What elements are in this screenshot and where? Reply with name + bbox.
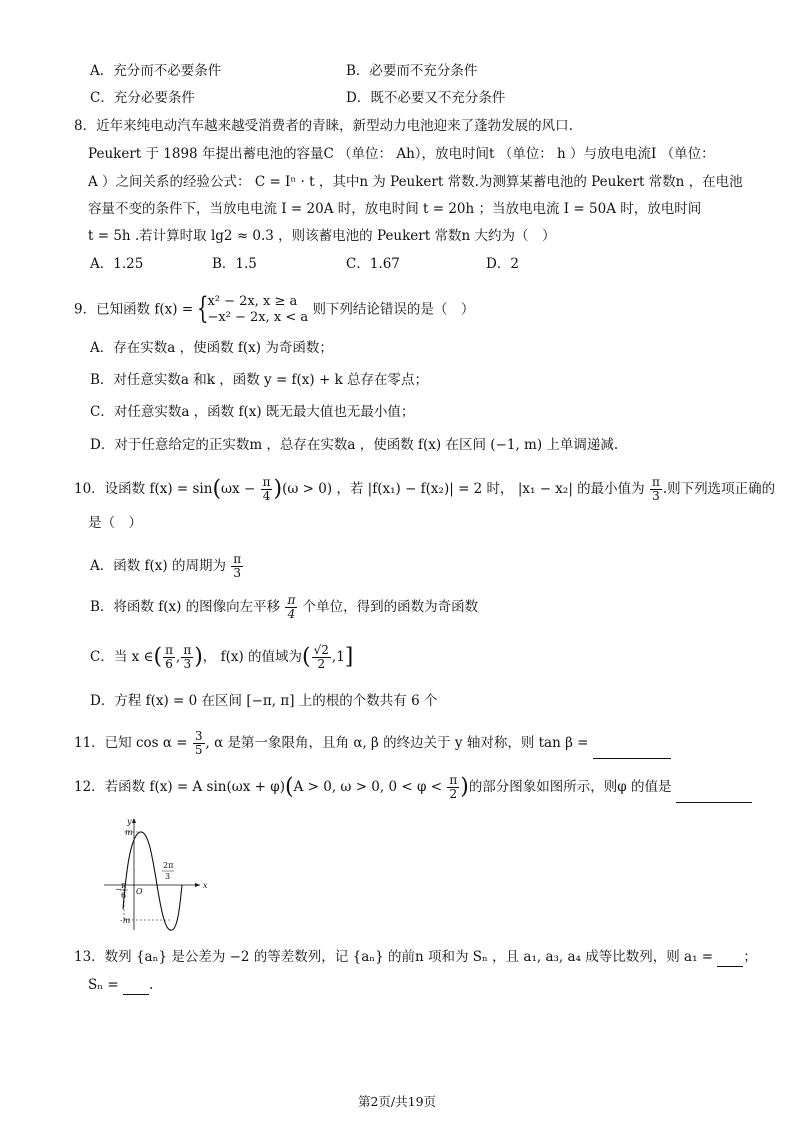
q10-b-post: 个单位，得到的函数为奇函数 xyxy=(302,599,479,615)
q9-stem xyxy=(74,291,475,326)
m-label: m xyxy=(125,828,133,837)
x-axis-arrow-icon xyxy=(195,883,200,887)
q13-line-2 xyxy=(88,976,153,995)
q8-line-4: 容量不变的条件下，当放电电流 I = 20A 时，放电时间 t = 20h ；当放电电流 I = 50A 时，放电时间 xyxy=(88,201,702,217)
q10-c-one: ,1 xyxy=(331,649,345,665)
q13-period: . xyxy=(149,977,154,993)
q8-line-5: t = 5h .若计算时取 lg2 ≈ 0.3 ，则该蓄电池的 Peukert 常数n 大约为（ ） xyxy=(88,228,556,244)
q10-option-a xyxy=(90,551,244,581)
paren-left: ( xyxy=(212,476,222,502)
q8-option-a: A．1.25 xyxy=(90,256,144,272)
q11-suffix: , α 是第一象限角，且角 α, β 的终边关于 y 轴对称，则 tan β = xyxy=(205,735,589,751)
q9-suffix: 则下列结论错误的是（ ） xyxy=(312,301,475,318)
q7-option-d: D．既不必要又不充分条件 xyxy=(346,90,506,106)
paren-left: ( xyxy=(153,644,163,670)
q9-case-2: −x² − 2x, x < a xyxy=(207,310,309,325)
brace-symbol: { xyxy=(197,291,209,326)
q8-option-b: B．1.5 xyxy=(212,256,257,272)
neg-pi-over-6-den: 6 xyxy=(121,891,127,900)
q10-c-text: C．当 x ∈ xyxy=(90,649,154,665)
q7-option-c: C．充分必要条件 xyxy=(90,90,195,106)
q11-answer-blank[interactable] xyxy=(593,728,671,759)
q12-cond: A > 0, ω > 0, 0 < φ < xyxy=(293,779,443,795)
q10-tail: .则下列选项正确的 xyxy=(662,481,776,497)
q10-option-d: D．方程 f(x) = 0 在区间 [−π, π] 上的根的个数共有 6 个 xyxy=(90,693,438,709)
sine-curve xyxy=(123,832,182,930)
paren-right: ) xyxy=(460,774,469,800)
q9-option-b: B．对任意实数a 和k ，函数 y = f(x) + k 总存在零点； xyxy=(90,372,429,388)
q9-piecewise xyxy=(197,291,309,326)
q13-line-1 xyxy=(74,948,757,967)
q13-a1-blank[interactable] xyxy=(717,948,743,967)
neg-sign-label: − xyxy=(115,885,122,894)
q10-cond: (ω > 0) ，若 |f(x₁) − f(x₂)| = 2 时， |x₁ − x₂| 的最小值为 xyxy=(282,481,645,497)
q11-stem xyxy=(74,728,671,759)
q8-line-2: Peukert 于 1898 年提出蓄电池的容量C （单位： Ah），放电时间t （单位： h ）与放电电流I （单位： xyxy=(88,146,715,162)
q10-option-b xyxy=(90,592,478,622)
q11-prefix: 11．已知 cos α = xyxy=(74,735,188,751)
two-pi-over-3-num: 2π xyxy=(163,861,174,870)
y-axis-arrow-icon xyxy=(132,818,136,823)
q12-suffix: 的部分图象如图所示，则φ 的值是 xyxy=(468,779,672,795)
q7-option-a: A．充分而不必要条件 xyxy=(90,63,222,79)
q10-a-frac: $\frac{\pi}{3}$ xyxy=(233,552,242,580)
q13-text: 13．数列 {aₙ} 是公差为 −2 的等差数列，记 {aₙ} 的前n 项和为 Sₙ ，且 a₁, a₃, a₄ 成等比数列，则 a₁ = xyxy=(74,949,714,965)
q10-inner: ωx − xyxy=(221,481,256,497)
q8-option-d: D．2 xyxy=(486,256,519,272)
q9-prefix: 9．已知函数 f(x) = xyxy=(74,301,194,318)
q10-c-mid: ， f(x) 的值域为 xyxy=(202,649,303,665)
q7-option-b: B．必要而不充分条件 xyxy=(346,63,478,79)
q10-c-frac-3: $\frac{√2}{2}$ xyxy=(313,643,329,671)
q10-c-frac-2: $\frac{\pi}{3}$ xyxy=(183,643,192,671)
origin-label: O xyxy=(136,887,143,896)
paren-right: ) xyxy=(273,476,283,502)
q9-option-d: D．对于任意给定的正实数m ，总存在实数a ，使函数 f(x) 在区间 (−1, m) 上单调递减. xyxy=(90,437,619,453)
q13-sn-text: Sₙ = xyxy=(88,977,119,993)
q10-frac-pi-3: $\frac{\pi}{3}$ xyxy=(651,475,660,503)
x-label: x xyxy=(203,881,208,890)
q9-option-c: C．对任意实数a ，函数 f(x) 既无最大值也无最小值； xyxy=(90,404,415,420)
q12-stem xyxy=(74,772,752,803)
q12-prefix: 12．若函数 f(x) = A sin(ωx + φ) xyxy=(74,779,285,795)
y-label: y xyxy=(127,817,132,826)
q9-option-a: A．存在实数a ，使函数 f(x) 为奇函数； xyxy=(90,340,333,356)
q11-frac: $\frac{3}{5}$ xyxy=(194,729,203,757)
q8-line-1: 8．近年来纯电动汽车越来越受消费者的青睐，新型动力电池迎来了蓬勃发展的风口. xyxy=(74,118,573,134)
q12-sine-graph xyxy=(100,814,210,934)
q10-option-c: C．当 x ∈( $\frac{\pi}{6}$ , $\frac{\pi}{3}$ )， f(x) 的值域为( $\frac{√2}{2}$ ,1] xyxy=(90,643,354,671)
q8-line-3: A ）之间关系的经验公式： C = Iⁿ · t ，其中n 为 Peukert 常数.为测算某蓄电池的 Peukert 常数n ，在电池 xyxy=(88,174,743,190)
paren-left: ( xyxy=(302,644,311,670)
paren-right: ] xyxy=(344,644,354,670)
q12-answer-blank[interactable] xyxy=(676,772,752,803)
page-footer: 第2页/共19页 xyxy=(357,1094,437,1109)
q13-sn-blank[interactable] xyxy=(123,976,149,995)
q10-line-2: 是（ ） xyxy=(88,515,142,531)
q10-a-text: A．函数 f(x) 的周期为 xyxy=(90,558,226,574)
q10-prefix: 10．设函数 f(x) = sin xyxy=(74,481,213,497)
q10-b-text: B．将函数 f(x) 的图像向左平移 xyxy=(90,599,281,615)
neg-pi-over-6-num: π xyxy=(121,881,127,890)
two-pi-over-3-den: 3 xyxy=(165,872,171,881)
q13-semicolon: ； xyxy=(743,949,757,965)
paren-left: ( xyxy=(285,774,294,800)
q9-case-1: x² − 2x, x ≥ a xyxy=(207,294,298,309)
q10-b-frac: $\frac{\pi}{4}$ xyxy=(287,593,296,621)
q12-frac: $\frac{\pi}{2}$ xyxy=(449,773,458,801)
paren-right: ) xyxy=(194,644,203,670)
q10-frac-pi-4: $\frac{\pi}{4}$ xyxy=(262,475,271,503)
q10-c-frac-1: $\frac{\pi}{6}$ xyxy=(165,643,174,671)
q8-option-c: C．1.67 xyxy=(346,256,400,272)
q10-stem xyxy=(74,474,775,505)
neg-m-label: -m xyxy=(120,916,131,925)
